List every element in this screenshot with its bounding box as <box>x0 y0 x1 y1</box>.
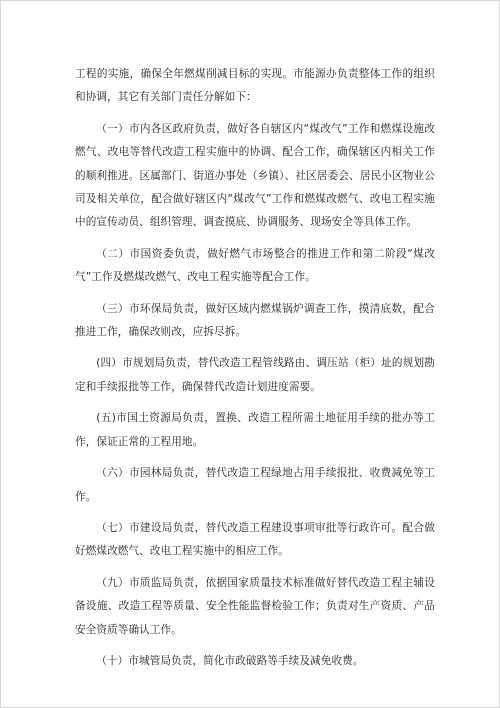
paragraph-item-7: （七）市建设局负责，替代改造工程建设事项审批等行政许可。配合做好燃煤改燃气、改电工程实施中的相应工作。 <box>75 521 435 558</box>
document-body <box>75 63 435 673</box>
paragraph-item-6: （六）市园林局负责，替代改造工程绿地占用手续报批、收费减免等工作。 <box>75 467 435 503</box>
paragraph-item-10: （十）市城管局负责，简化市政破路等手续及减免收费。 <box>96 654 364 667</box>
paragraph-item-2: （二）市国资委负责，做好燃气市场整合的推进工作和第二阶段“煤改气”工作及燃煤改燃气、改电工程实施等配合工作。 <box>75 247 435 284</box>
paragraph-item-1: （一）市内各区政府负责，做好各自辖区内“煤改气”工作和燃煤设施改燃气、改电等替代改造工程实施中的协调、配合工作，确保辖区内相关工作的顺利推进。区属部门、街道办事处（乡镇）、社区居委会、居民小区物业公司及相关单位，配合做好辖区内“煤改气”工作和燃煤改燃气、改电工程实施中的宣传动员、组织管理、调查摸底、协调服务、现场安全等具体工作。 <box>75 122 435 229</box>
paragraph-item-3: （三）市环保局负责，做好区域内燃煤锅炉调查工作，摸清底数，配合推进工作，确保改则改，应拆尽拆。 <box>75 302 435 339</box>
paragraph-item-4: (四）市规划局负责，替代改造工程管线路由、调压站（柜）址的规划勘定和手续报批等工作，确保替代改造计划进度需要。 <box>75 357 435 393</box>
paragraph-item-5: (五)市国土资源局负责，置换、改造工程所需土地征用手续的批办等工作，保证正常的工程用地。 <box>75 412 435 448</box>
paragraph-item-9: （九）市质监局负责，依据国家质量技术标准做好替代改造工程主辅设备设施、改造工程等质量、安全性能监督检验工作；负责对生产资质、产品安全资质等确认工作。 <box>75 576 435 636</box>
paragraph-intro: 工程的实施，确保全年燃煤削减目标的实现。市能源办负责整体工作的组织和协调，其它有关部门责任分解如下： <box>75 68 435 104</box>
